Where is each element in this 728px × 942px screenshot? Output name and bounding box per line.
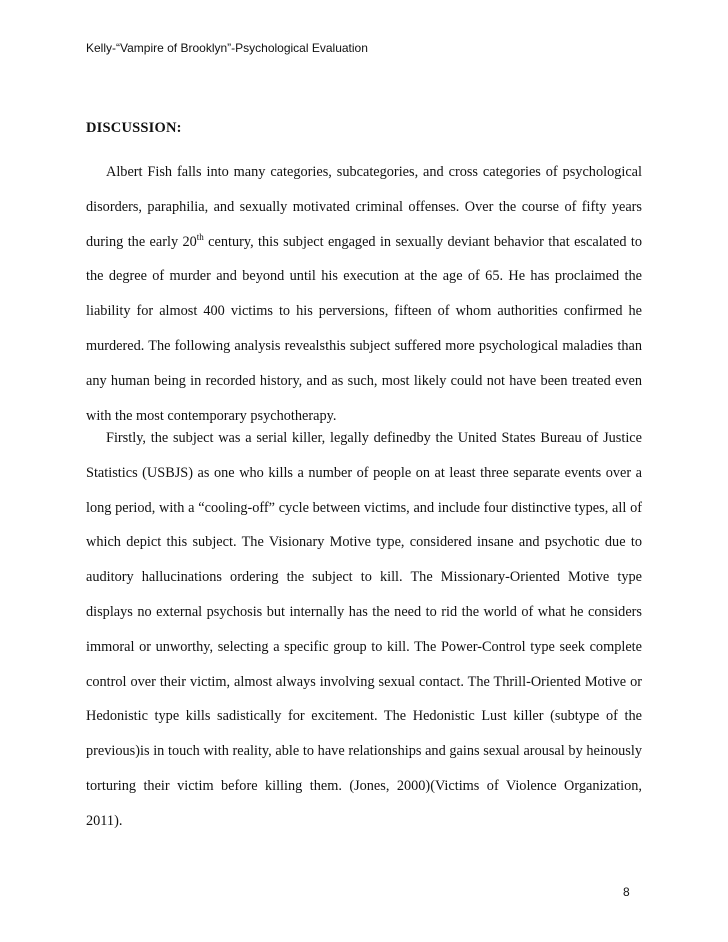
page-number: 8: [623, 885, 630, 899]
paragraph-1-text-end: century, this subject engaged in sexually deviant behavior that escalated to the degree of murder and beyond until his execution at the age of 65. He has proclaimed the liability for almost 400 victims to his perversions, fifteen of whom authorities confirmed he murdered. The following analysis revealsthis subject suffered more psychological maladies than any human being in recorded history, and as such, most likely could not have been treated even with the most contemporary psychotherapy.: [86, 233, 642, 424]
paragraph-2: Firstly, the subject was a serial killer, legally definedby the United States Bureau of Justice Statistics (USBJS) as one who kills a number of people on at least three separate events over a long period, with a “cooling-off” cycle between victims, and include four distinctive types, all of which depict this subject. The Visionary Motive type, considered insane and psychotic due to auditory hallucinations ordering the subject to kill. The Missionary-Oriented Motive type displays no external psychosis but internally has the need to rid the world of what he considers immoral or unworthy, selecting a specific group to kill. The Power-Control type seek complete control over their victim, almost always involving sexual contact. The Thrill-Oriented Motive or Hedonistic type kills sadistically for excitement. The Hedonistic Lust killer (subtype of the previous)is in touch with reality, able to have relationships and gains sexual arousal by heinously torturing their victim before killing them. (Jones, 2000)(Victims of Violence Organization, 2011).: [86, 430, 642, 829]
paragraph-1: [86, 155, 642, 433]
paragraph-1-text-start: Albert Fish falls into many categories, subcategories, and cross categories of psychological disorders, paraphilia, and sexually motivated criminal offenses. Over the course of fifty years during the early 20: [86, 164, 642, 250]
ordinal-superscript: th: [196, 231, 204, 242]
running-header: Kelly-“Vampire of Brooklyn”-Psychological Evaluation: [86, 41, 368, 55]
section-heading: DISCUSSION:: [86, 120, 182, 136]
